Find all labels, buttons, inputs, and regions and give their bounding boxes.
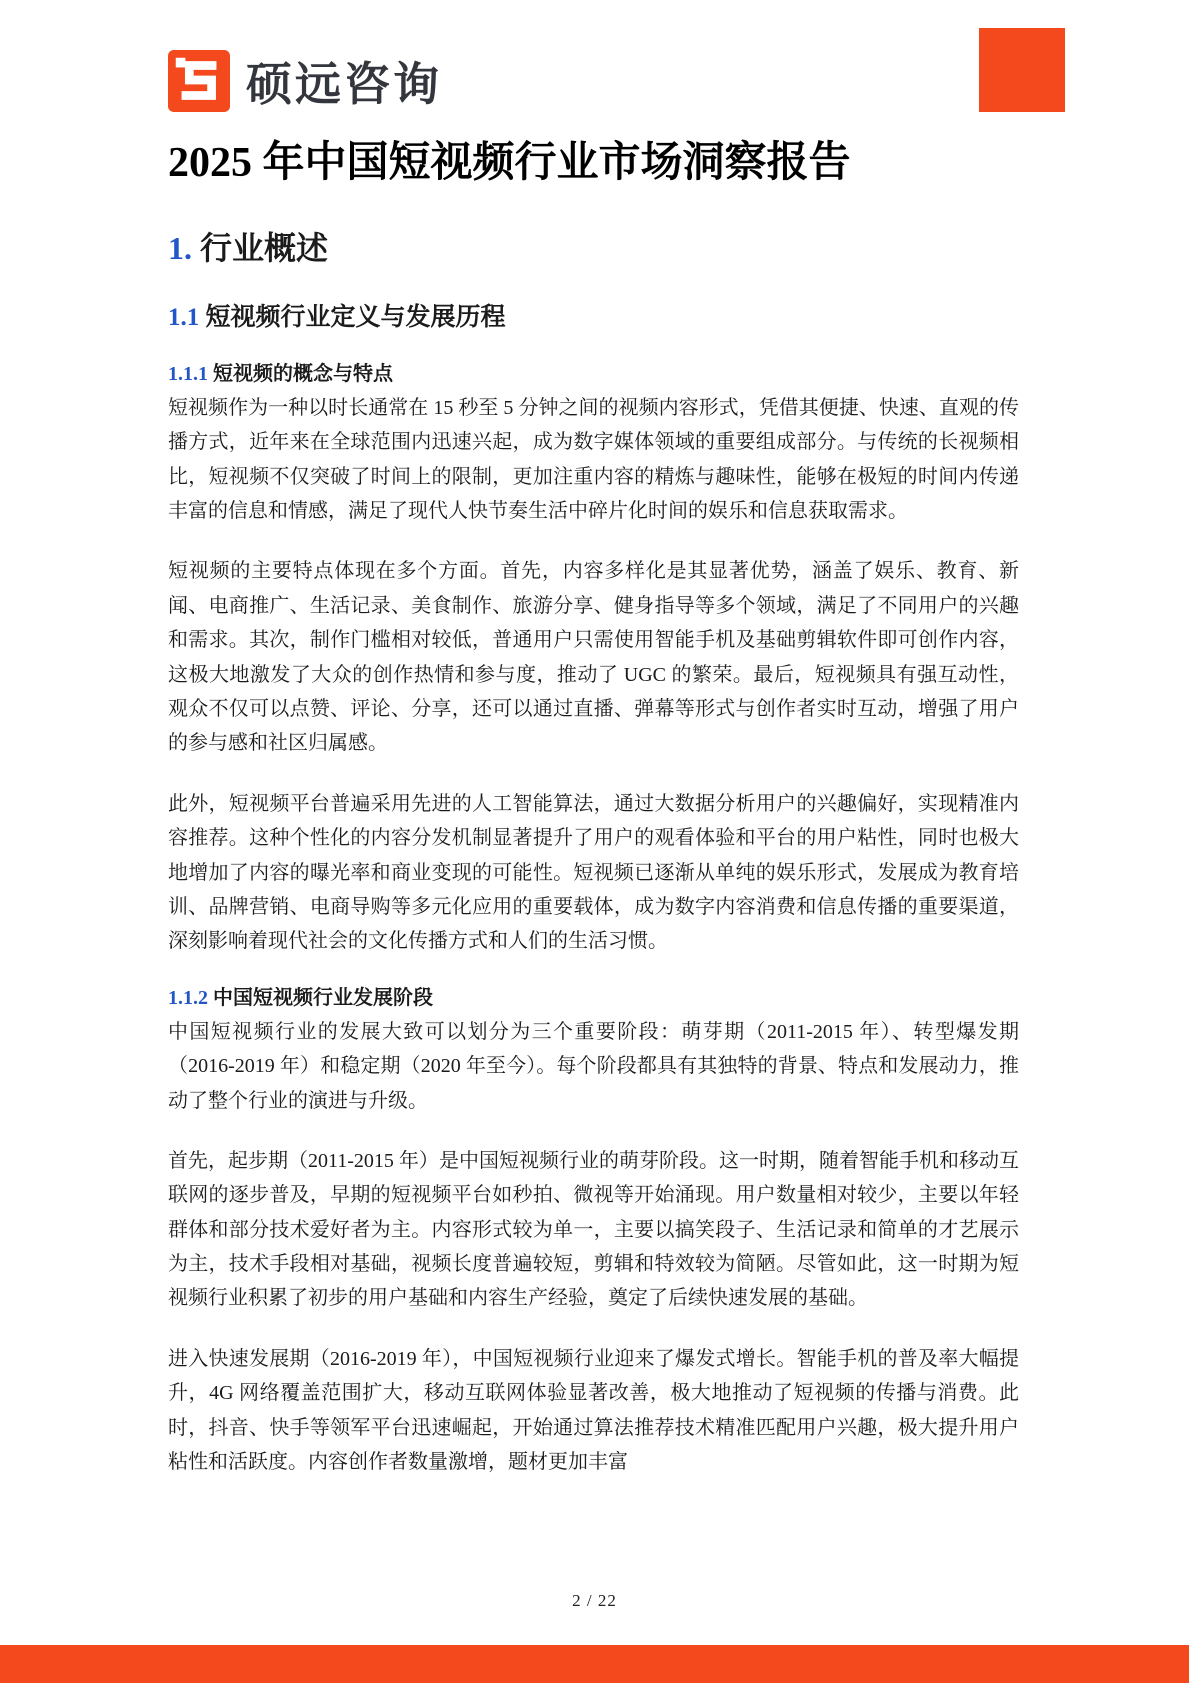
section-1-1-heading: [168, 302, 1019, 335]
paragraph-stages-overview: 中国短视频行业的发展大致可以划分为三个重要阶段：萌芽期（2011-2015 年）、转型爆发期（2016-2019 年）和稳定期（2020 年至今）。每个阶段都具有其独特的背景、特点和发展动力，推动了整个行业的演进与升级。: [168, 1020, 1019, 1112]
section-1-1-1-label: 短视频的概念与特点: [213, 362, 393, 385]
page-number-indicator: 2 / 22: [572, 1591, 617, 1610]
section-1-heading: [168, 228, 1019, 268]
paragraph-stage-early: 首先，起步期（2011-2015 年）是中国短视频行业的萌芽阶段。这一时期，随着智能手机和移动互联网的逐步普及，早期的短视频平台如秒拍、微视等开始涌现。用户数量相对较少，主要以年轻群体和部分技术爱好者为主。内容形式较为单一，主要以搞笑段子、生活记录和简单的才艺展示为主，技术手段相对基础，视频长度普遍较短，剪辑和特效较为简陋。尽管如此，这一时期为短视频行业积累了初步的用户基础和内容生产经验，奠定了后续快速发展的基础。: [168, 1149, 1019, 1310]
section-1-1-2-number: 1.1.2: [168, 986, 208, 1009]
paragraph-algorithm: 此外，短视频平台普遍采用先进的人工智能算法，通过大数据分析用户的兴趣偏好，实现精准内容推荐。这种个性化的内容分发机制显著提升了用户的观看体验和平台的用户粘性，同时也极大地增加了内容的曝光率和商业变现的可能性。短视频已逐渐从单纯的娱乐形式，发展成为教育培训、品牌营销、电商导购等多元化应用的重要载体，成为数字内容消费和信息传播的重要渠道，深刻影响着现代社会的文化传播方式和人们的生活习惯。: [168, 792, 1019, 953]
paragraph-definition-1: 短视频作为一种以时长通常在 15 秒至 5 分钟之间的视频内容形式，凭借其便捷、快速、直观的传播方式，近年来在全球范围内迅速兴起，成为数字媒体领域的重要组成部分。与传统的长视频相比，短视频不仅突破了时间上的限制，更加注重内容的精炼与趣味性，能够在极短的时间内传递丰富的信息和情感，满足了现代人快节奏生活中碎片化时间的娱乐和信息获取需求。: [168, 396, 1019, 523]
section-1-1-1-heading: [168, 361, 1019, 387]
report-title: 2025 年中国短视频行业市场洞察报告: [168, 140, 851, 186]
section-1-1-2-label: 中国短视频行业发展阶段: [213, 986, 433, 1009]
section-1-1-2-heading: [168, 985, 1019, 1011]
section-1-1-number: 1.1: [168, 304, 200, 332]
section-1-label: 行业概述: [200, 230, 329, 267]
section-1-1-label: 短视频行业定义与发展历程: [205, 304, 506, 332]
paragraph-features: 短视频的主要特点体现在多个方面。首先，内容多样化是其显著优势，涵盖了娱乐、教育、新闻、电商推广、生活记录、美食制作、旅游分享、健身指导等多个领域，满足了不同用户的兴趣和需求。其次，制作门槛相对较低，普通用户只需使用智能手机及基础剪辑软件即可创作内容，这极大地激发了大众的创作热情和参与度，推动了 UGC 的繁荣。最后，短视频具有强互动性，观众不仅可以点赞、评论、分享，还可以通过直播、弹幕等形式与创作者实时互动，增强了用户的参与感和社区归属感。: [168, 560, 1019, 755]
shuoyuan-monogram-icon: [168, 50, 230, 112]
section-1-number: 1.: [168, 230, 192, 267]
brand-header: [168, 48, 1019, 114]
bottom-accent-bar: [0, 1645, 1189, 1683]
section-1-1-1-number: 1.1.1: [168, 362, 208, 385]
brand-logo-text: 硕远咨询: [246, 58, 442, 110]
paragraph-stage-growth: 进入快速发展期（2016-2019 年），中国短视频行业迎来了爆发式增长。智能手机的普及率大幅提升，4G 网络覆盖范围扩大，移动互联网体验显著改善，极大地推动了短视频的传播与消费。此时，抖音、快手等领军平台迅速崛起，开始通过算法推荐技术精准匹配用户兴趣，极大提升用户粘性和活跃度。内容创作者数量激增，题材更加丰富: [168, 1347, 1019, 1474]
